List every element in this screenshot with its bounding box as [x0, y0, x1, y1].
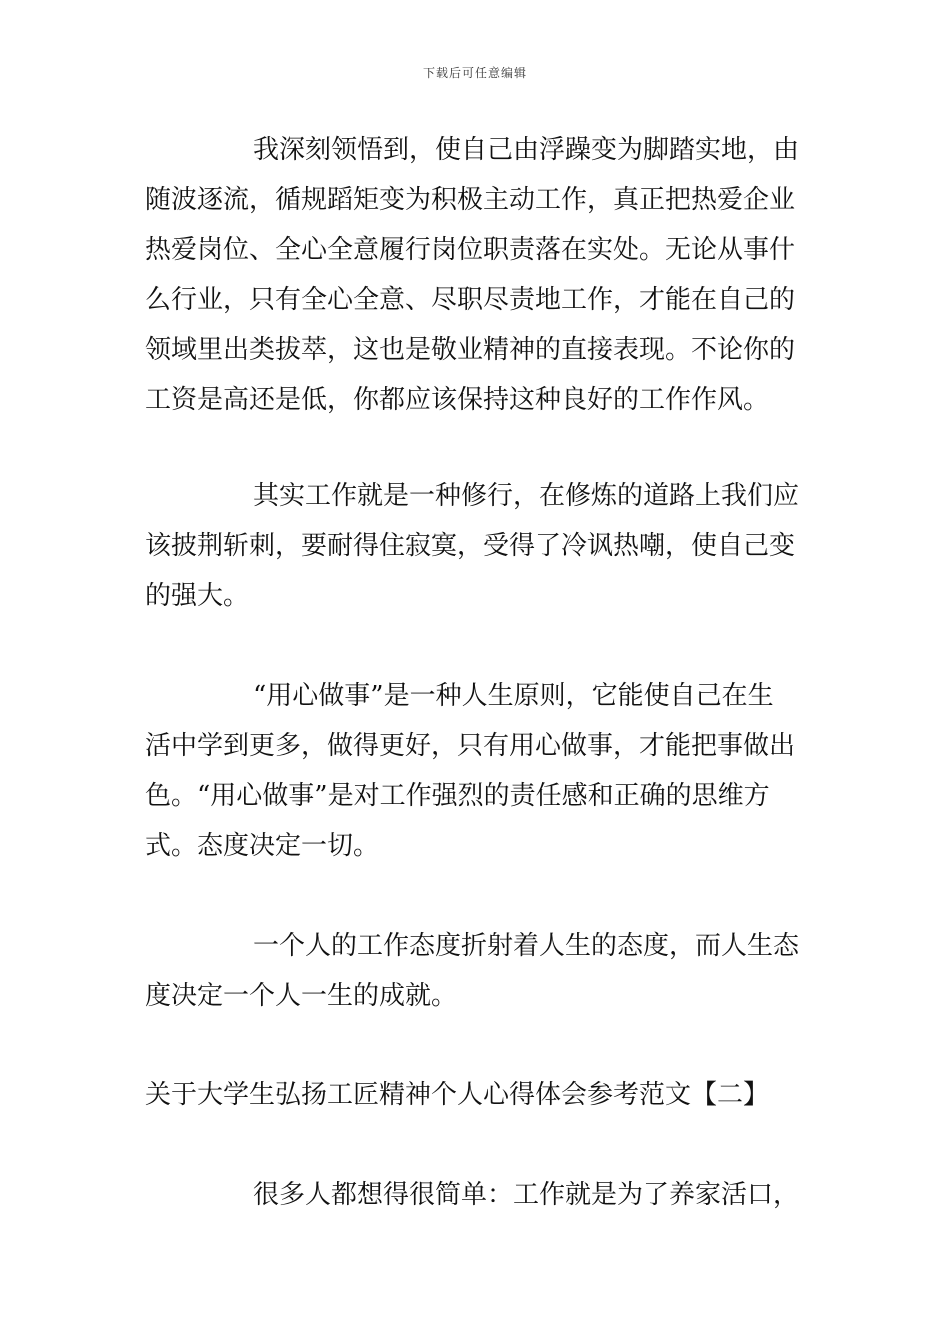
paragraph-5	[145, 1170, 810, 1220]
paragraph-1	[145, 125, 810, 425]
paragraph-line: 热爱岗位、全心全意履行岗位职责落在实处。无论从事什	[145, 235, 796, 265]
paragraph-line: 色。“用心做事”是对工作强烈的责任感和正确的思维方	[145, 781, 770, 811]
page-header: 下载后可任意编辑	[422, 66, 527, 80]
paragraph-line: “用心做事”是一种人生原则，它能使自己在生	[253, 681, 774, 711]
paragraph-line: 我深刻领悟到，使自己由浮躁变为脚踏实地，由	[253, 135, 800, 165]
paragraph-line: 很多人都想得很简单：工作就是为了养家活口，	[253, 1180, 800, 1210]
paragraph-line: 活中学到更多，做得更好，只有用心做事，才能把事做出	[145, 731, 796, 761]
paragraph-line: 式。态度决定一切。	[145, 831, 380, 861]
section-heading: 关于大学生弘扬工匠精神个人心得体会参考范文【二】	[145, 1080, 770, 1110]
paragraph-4	[145, 921, 810, 1021]
paragraph-line: 的强大。	[145, 581, 250, 611]
paragraph-line: 一个人的工作态度折射着人生的态度，而人生态	[253, 931, 800, 961]
paragraph-line: 随波逐流，循规蹈矩变为积极主动工作，真正把热爱企业	[145, 185, 796, 215]
paragraph-line: 领域里出类拔萃，这也是敬业精神的直接表现。不论你的	[145, 335, 796, 365]
paragraph-3	[145, 671, 810, 871]
paragraph-2	[145, 471, 810, 621]
paragraph-line: 工资是高还是低，你都应该保持这种良好的工作作风。	[145, 385, 770, 415]
paragraph-line: 么行业，只有全心全意、尽职尽责地工作，才能在自己的	[145, 285, 796, 315]
paragraph-line: 该披荆斩刺，要耐得住寂寞，受得了冷讽热嘲，使自己变	[145, 531, 796, 561]
paragraph-line: 度决定一个人一生的成就。	[145, 981, 458, 1011]
paragraph-line: 其实工作就是一种修行，在修炼的道路上我们应	[253, 481, 800, 511]
